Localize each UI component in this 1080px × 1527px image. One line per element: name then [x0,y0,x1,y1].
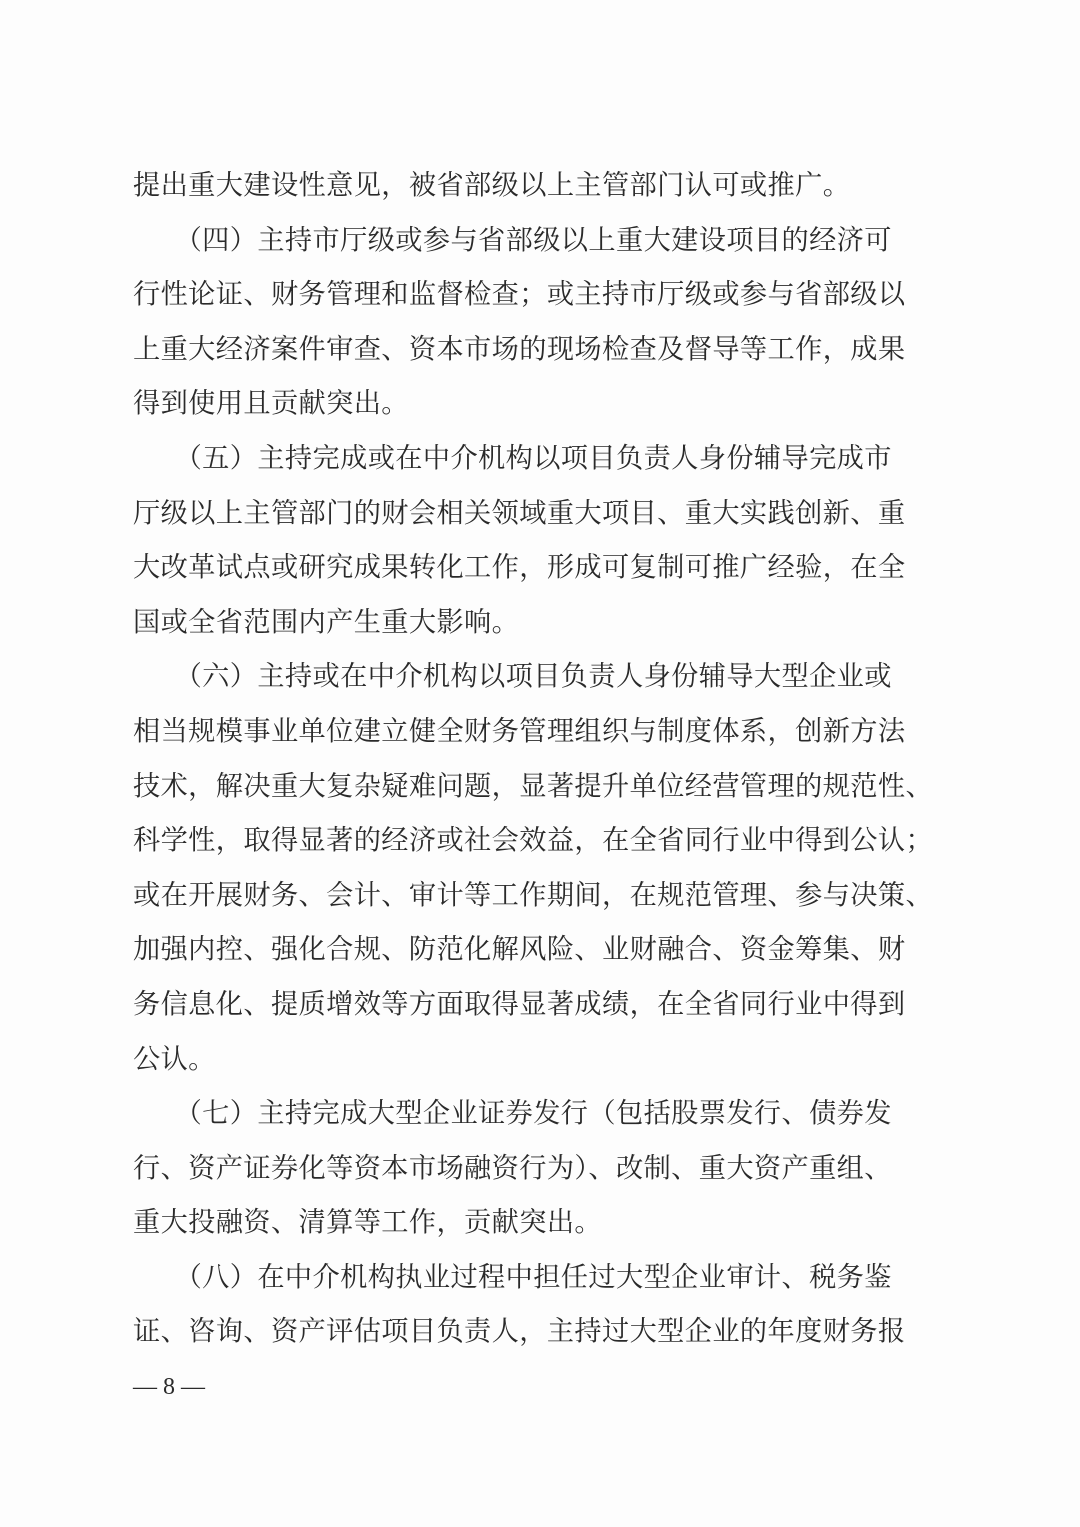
text-line: 务信息化、提质增效等方面取得显著成绩，在全省同行业中得到 [133,988,906,1020]
text-line: 重大投融资、清算等工作，贡献突出。 [133,1207,602,1239]
text-line: 科学性，取得显著的经济或社会效益，在全省同行业中得到公认； [133,825,934,857]
text-line-item-8-start: （八）在中介机构执业过程中担任过大型企业审计、税务鉴 [133,1261,892,1293]
text-line-item-5-start: （五）主持完成或在中介机构以项目负责人身份辅导完成市 [133,442,892,474]
text-line: 技术，解决重大复杂疑难问题，显著提升单位经营管理的规范性、 [133,770,934,802]
text-line: 大改革试点或研究成果转化工作，形成可复制可推广经验，在全 [133,552,906,584]
text-line: 得到使用且贡献突出。 [133,388,409,420]
text-line: 行、资产证券化等资本市场融资行为）、改制、重大资产重组、 [133,1152,892,1184]
text-line: 行性论证、财务管理和监督检查；或主持市厅级或参与省部级以 [133,279,906,311]
text-line: 厅级以上主管部门的财会相关领域重大项目、重大实践创新、重 [133,497,906,529]
text-line: 相当规模事业单位建立健全财务管理组织与制度体系，创新方法 [133,715,906,747]
text-line: 或在开展财务、会计、审计等工作期间，在规范管理、参与决策、 [133,879,934,911]
text-line-item-7-start: （七）主持完成大型企业证券发行（包括股票发行、债券发 [133,1098,892,1130]
text-line-item-6-start: （六）主持或在中介机构以项目负责人身份辅导大型企业或 [133,661,892,693]
text-line: 公认。 [133,1043,216,1075]
text-line: 提出重大建设性意见，被省部级以上主管部门认可或推广。 [133,170,851,201]
text-line: 加强内控、强化合规、防范化解风险、业财融合、资金筹集、财 [133,934,906,966]
page-number: — 8 — [133,1374,205,1400]
text-line: 上重大经济案件审查、资本市场的现场检查及督导等工作，成果 [133,333,906,365]
text-line: 证、咨询、资产评估项目负责人，主持过大型企业的年度财务报 [133,1316,906,1348]
document-body [133,164,937,1365]
text-line: 国或全省范围内产生重大影响。 [133,606,520,638]
text-line-item-4-start: （四）主持市厅级或参与省部级以上重大建设项目的经济可 [133,224,892,256]
